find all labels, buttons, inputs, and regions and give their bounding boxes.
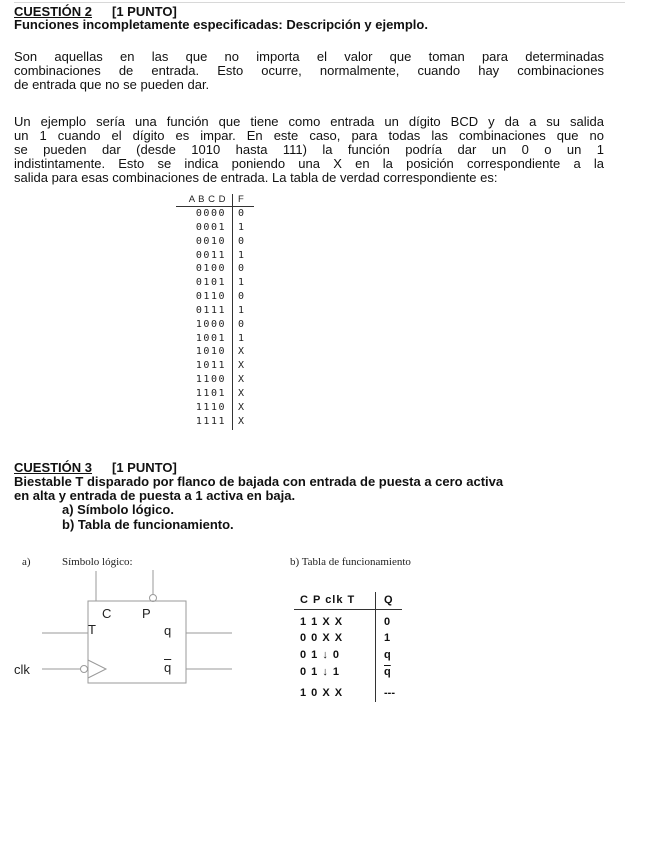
function-table-divider (375, 592, 376, 702)
truth-table-output: 1 (238, 332, 245, 344)
p-inversion-bubble (150, 595, 157, 602)
q3-item-b: b) Tabla de funcionamiento. (62, 517, 234, 532)
truth-table-input: 1101 (195, 387, 226, 399)
function-table-input: 0 1 ↓ 1 (300, 666, 341, 678)
truth-table-output: X (238, 346, 245, 358)
truth-table-output: 1 (238, 221, 245, 233)
truth-table-row (172, 276, 262, 290)
top-rule (14, 2, 625, 3)
q2-p1-line: combinaciones de entrada. Esto ocurre, normalmente, cuando hay combinaciones (14, 63, 604, 78)
pin-qbar-label: $\overline{q}$ (164, 660, 172, 675)
truth-table-output: 0 (238, 291, 245, 303)
truth-table-row (172, 249, 262, 263)
truth-table (172, 194, 262, 429)
q2-p1-line: Son aquellas en las que no importa el valor que toman para determinadas (14, 49, 604, 64)
truth-table-output: 1 (238, 277, 245, 289)
pin-c-label: C (102, 606, 112, 621)
truth-table-row (172, 207, 262, 221)
q2-paragraph-2 (14, 115, 604, 185)
function-table-input: 1 1 X X (300, 616, 344, 628)
truth-table-output: 1 (238, 304, 245, 316)
truth-table-output: X (238, 374, 245, 386)
symbol-caption: Símbolo lógico: (62, 556, 133, 568)
truth-table-row (172, 304, 262, 318)
truth-table-header-inputs: A B C D (188, 194, 226, 205)
clk-label: clk (14, 662, 30, 677)
truth-table-row (172, 387, 262, 401)
q2-p2-line: indistintamente. Esto se indica poniendo una X en la posición correspondiente a la (14, 156, 604, 171)
truth-table-row (172, 401, 262, 415)
truth-table-header-output: F (238, 194, 244, 205)
truth-table-input: 0101 (195, 277, 226, 289)
q2-title: Funciones incompletamente especificadas: Descripción y ejemplo. (14, 17, 428, 32)
truth-table-row (172, 262, 262, 276)
truth-table-header-rule (176, 206, 254, 207)
truth-table-output: 0 (238, 263, 245, 275)
truth-table-input: 0001 (195, 221, 226, 233)
q3-title-line-2: en alta y entrada de puesta a 1 activa en baja. (14, 488, 296, 503)
function-table-header-output: Q (384, 594, 393, 606)
pin-q-label: q (164, 623, 172, 638)
truth-table-input: 1000 (195, 318, 226, 330)
truth-table-input: 1110 (195, 401, 226, 413)
function-table-output: --- (384, 687, 395, 699)
function-table (300, 592, 410, 702)
truth-table-row (172, 373, 262, 387)
function-table-input: 0 1 ↓ 0 (300, 649, 341, 661)
truth-table-output: 0 (238, 318, 245, 330)
truth-table-output: X (238, 387, 245, 399)
function-table-header-inputs: C P clk T (300, 594, 356, 606)
q2-paragraph-1 (14, 50, 604, 92)
q3-item-a: a) Símbolo lógico. (62, 502, 174, 517)
pin-p-label: P (142, 606, 151, 621)
q2-p1-line: de entrada que no se pueden dar. (14, 77, 210, 92)
truth-table-body (172, 206, 262, 429)
q2-p2-line: salida para esas combinaciones de entrada. La tabla de verdad correspondiente es: (14, 170, 498, 185)
truth-table-input: 0011 (195, 249, 226, 261)
truth-table-row (172, 332, 262, 346)
symbol-caption-letter: a) (22, 556, 31, 568)
truth-table-input: 0000 (195, 208, 226, 219)
truth-table-input: 0010 (195, 235, 226, 247)
truth-table-row (172, 235, 262, 249)
q2-p2-line: un 1 cuando el dígito es impar. En este caso, para todas las combinaciones que no (14, 128, 604, 143)
truth-table-row (172, 415, 262, 429)
q2-p2-line: se pueden dar (desde 1010 hasta 111) la función podría dar un 0 o un 1 (14, 142, 604, 157)
truth-table-input: 1001 (195, 332, 226, 344)
q3-number: CUESTIÓN 3 (14, 460, 93, 475)
truth-table-input: 1111 (195, 415, 226, 427)
truth-table-output: 1 (238, 249, 245, 261)
truth-table-input: 0110 (195, 291, 226, 303)
truth-table-row (172, 318, 262, 332)
function-table-caption: b) Tabla de funcionamiento (290, 556, 411, 568)
q3-heading (14, 461, 177, 475)
truth-table-input: 1100 (195, 374, 226, 386)
function-table-output: $\overline{q}$ (384, 666, 391, 678)
function-table-input: 0 0 X X (300, 632, 344, 644)
clk-inversion-bubble (81, 666, 88, 673)
q2-points: [1 PUNTO] (112, 4, 177, 19)
function-table-output: q (384, 649, 391, 661)
q3-points: [1 PUNTO] (112, 460, 177, 475)
truth-table-input: 0111 (195, 304, 226, 316)
truth-table-row (172, 290, 262, 304)
truth-table-input: 0100 (195, 263, 226, 275)
clock-edge-triangle (88, 660, 106, 678)
flipflop-symbol (0, 570, 260, 700)
truth-table-row (172, 359, 262, 373)
truth-table-input: 1010 (195, 346, 226, 358)
truth-table-output: 0 (238, 208, 245, 219)
q2-number: CUESTIÓN 2 (14, 4, 93, 19)
q2-p2-line: Un ejemplo sería una función que tiene como entrada un dígito BCD y da a su salida (14, 114, 604, 129)
function-table-input: 1 0 X X (300, 687, 344, 699)
pin-t-label: T (88, 622, 96, 637)
function-table-header-rule (294, 609, 402, 610)
function-table-output: 1 (384, 632, 391, 644)
truth-table-row (172, 345, 262, 359)
truth-table-input: 1011 (195, 360, 226, 372)
truth-table-output: X (238, 415, 245, 427)
truth-table-output: X (238, 360, 245, 372)
truth-table-row (172, 221, 262, 235)
truth-table-header (172, 194, 262, 206)
function-table-output: 0 (384, 616, 391, 628)
truth-table-output: X (238, 401, 245, 413)
truth-table-divider (232, 194, 233, 430)
truth-table-output: 0 (238, 235, 245, 247)
q3-title-line-1: Biestable T disparado por flanco de bajada con entrada de puesta a cero activa (14, 474, 504, 489)
